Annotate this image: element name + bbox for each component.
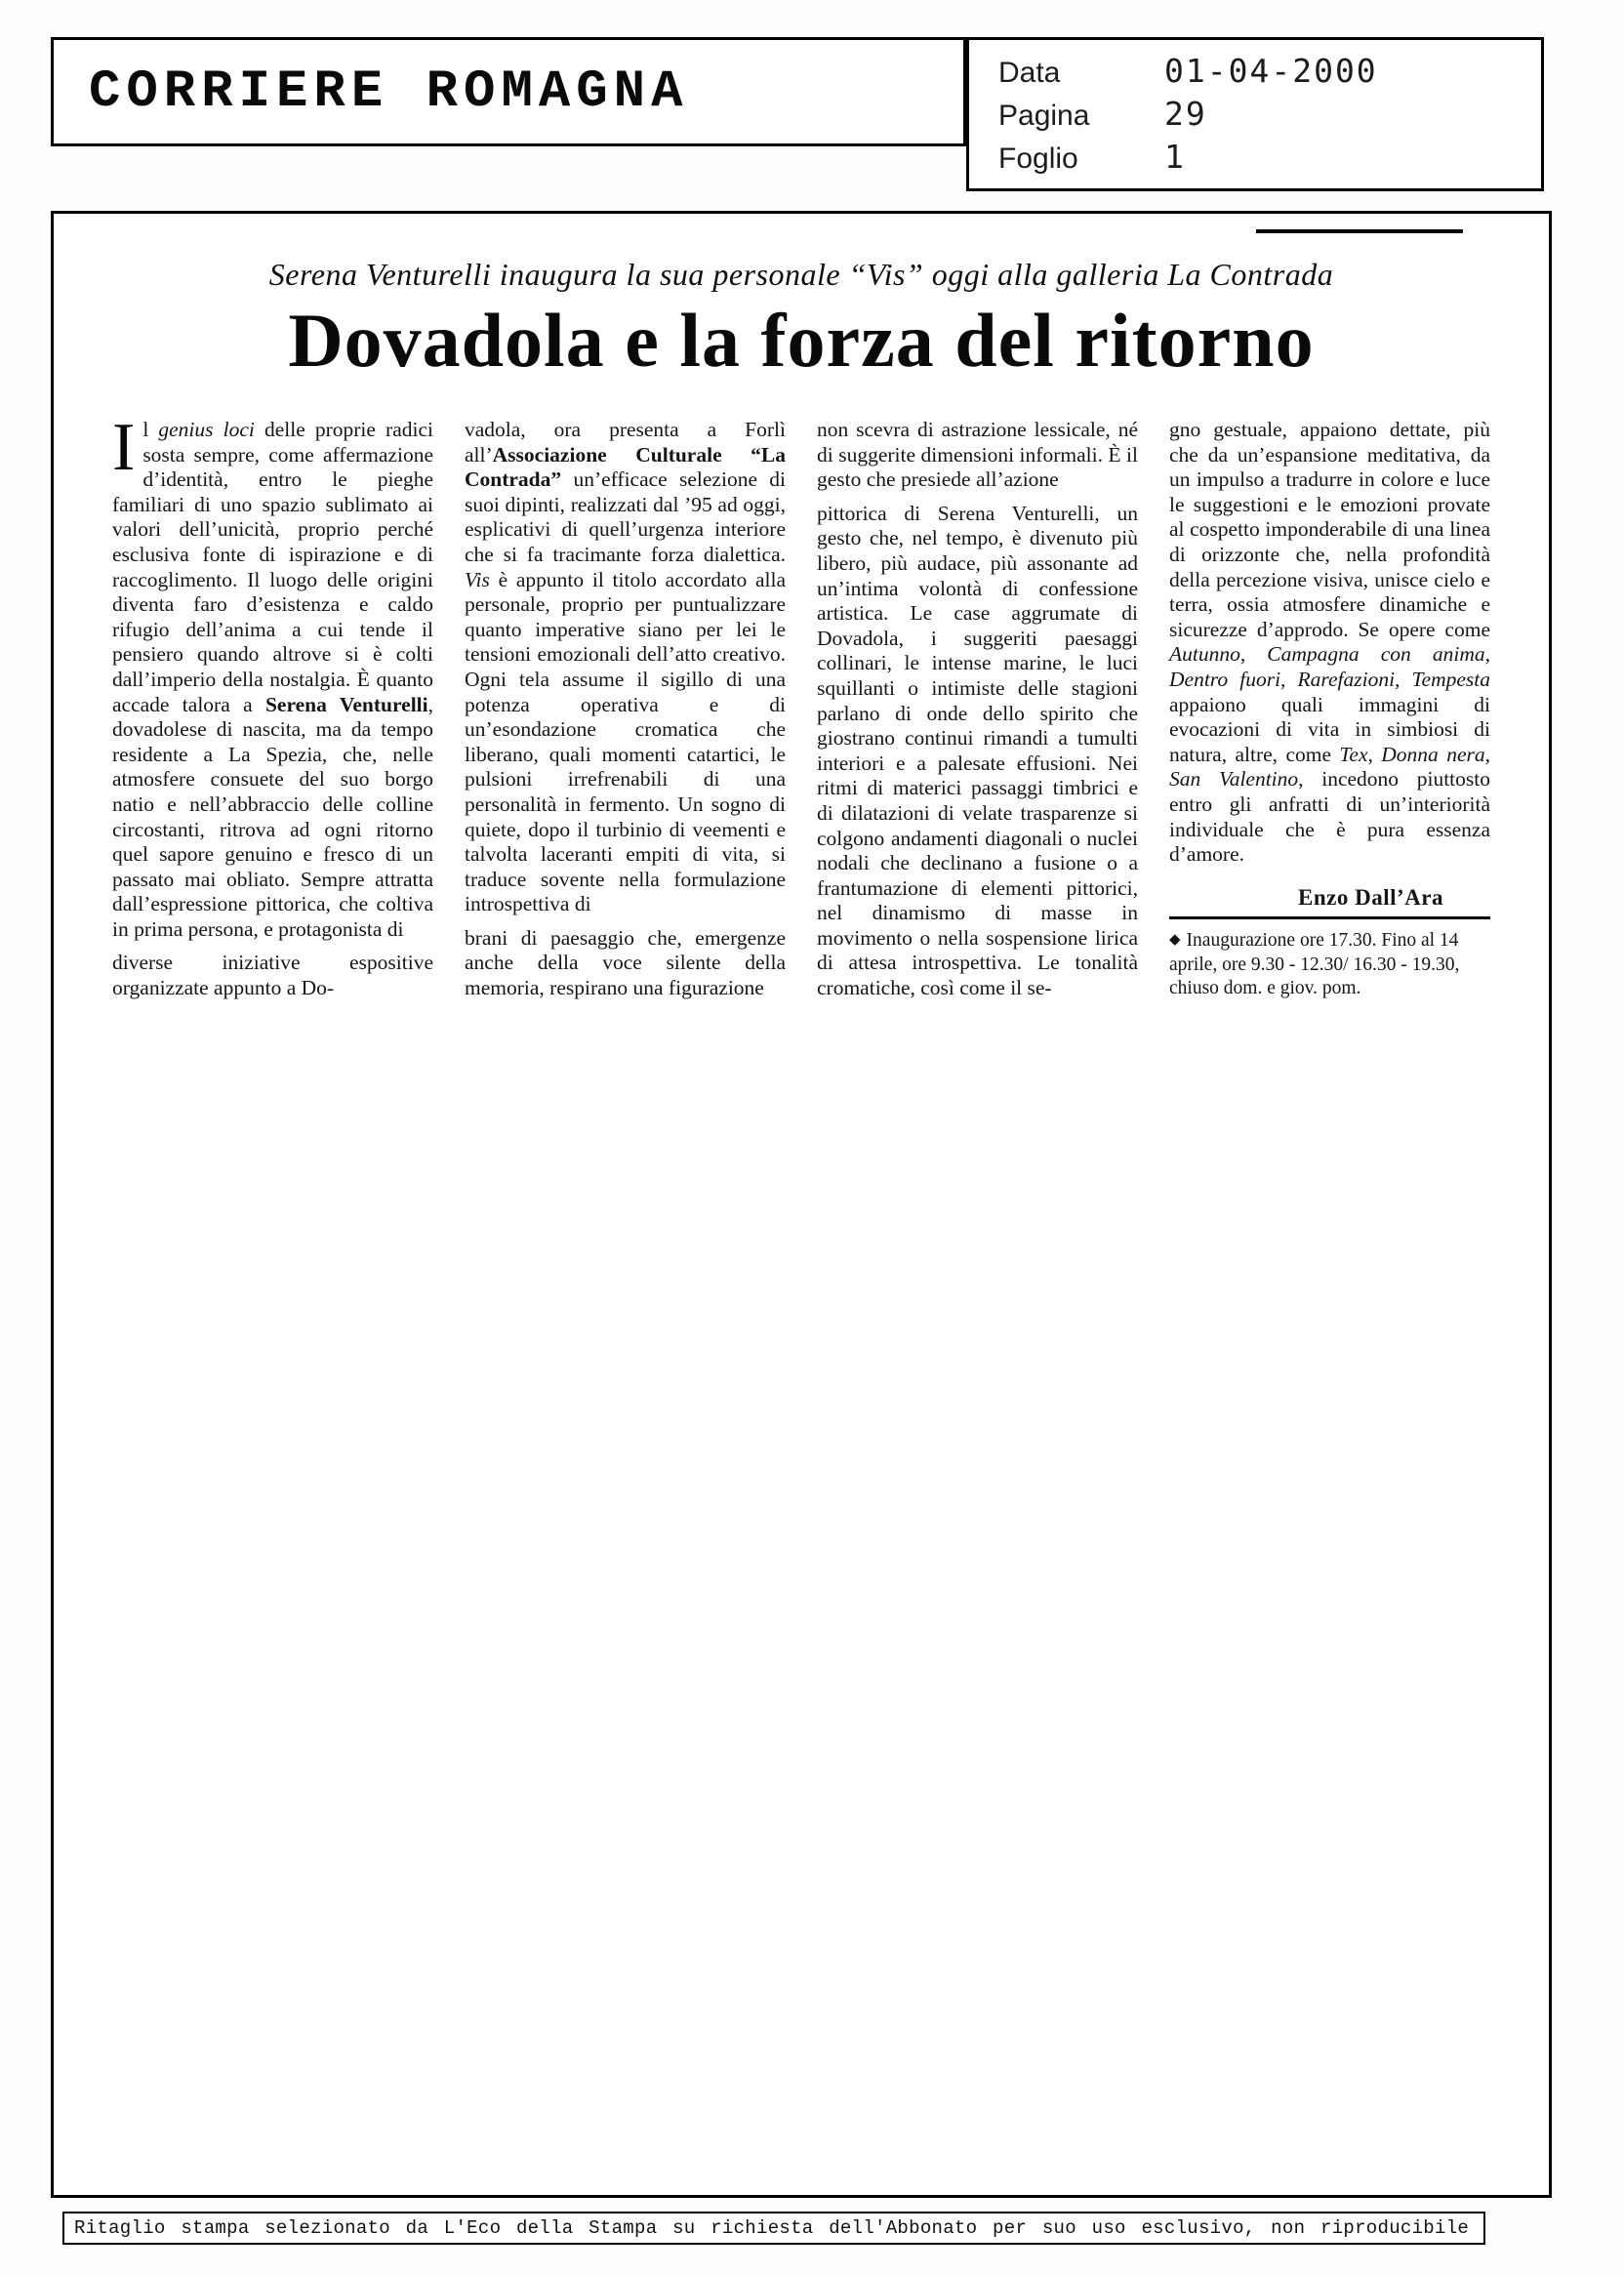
drop-cap: I [112, 410, 136, 485]
paragraph: gno gestuale, appaiono dettate, più che da un’espansione meditativa, da un impulso a tradurre in colore e luce le suggestioni e le emozioni provate al cospetto imponderabile di una linea di orizzonte che, nella profondità della percezione visiva, unisce cielo e terra, ossia atmosfere dinamiche e sicurezze d’approdo. Se opere come Autunno, Campagna con anima, Dentro fuori, Rarefazioni, Tempesta appaiono quali immagini di evocazioni di vita in simbiosi di natura, altre, come Tex, Donna nera, San Valentino, incedono piuttosto entro gli anfratti di un’interiorità individuale che è pura essenza d’amore. [1169, 418, 1490, 867]
paragraph-text: l genius loci delle proprie radici sosta sempre, come affermazione d’identità, entro le pieghe familiari di uno spazio sublimato ai valori dell’unicità, proprio perché esclusiva fonte di ispirazione e di raccoglimento. Il luogo delle origini diventa faro d’esistenza e caldo rifugio dell’anima a cui tende il pensiero quando altrove si è colti dall’imperio della nostalgia. È quanto accade talora a Serena Venturelli, dovadolese di nascita, ma da tempo residente a La Spezia, che, nelle atmosfere consuete del suo borgo natio e nell’abbraccio delle colline circostanti, ritrova ad ogni ritorno quel sapore genuino e fresco di un passato mai obliato. Sempre attratta dall’espressione pittorica, che coltiva in prima persona, e protagonista di [112, 418, 433, 941]
pagina-label: Pagina [998, 100, 1090, 132]
masthead-box [51, 37, 966, 146]
data-value: 01-04-2000 [1164, 52, 1378, 90]
paragraph: pittorica di Serena Venturelli, un gesto che, nel tempo, è divenuto più libero, più audace, più assonante ad un’intima volontà di confessione artistica. Le case aggrumate di Dovadola, i suggeriti paesaggi collinari, le intense marine, le luci squillanti o intimiste delle stagioni parlano di onde dello spirito che giostrano continui rimandi a tumulti interiori e a palesate effusioni. Nei ritmi di materici passaggi timbrici e di dilatazioni di velate trasparenze si colgono andamenti diagonali o nuclei nodali che declinano a fusione o a frantumazione di elementi pittorici, nel dinamismo di masse in movimento o nella sospensione lirica di attesa introspettiva. Le tonalità cromatiche, così come il se- [817, 501, 1138, 1000]
article-column-1 [112, 410, 433, 1001]
event-note-text: Inaugurazione ore 17.30. Fino al 14 aprile, ore 9.30 - 12.30/ 16.30 - 19.30, chiuso dom. e giov. pom. [1169, 930, 1460, 999]
diamond-bullet-icon: ◆ [1169, 932, 1181, 949]
paragraph: brani di paesaggio che, emergenze anche della voce silente della memoria, respirano una figurazione [465, 925, 786, 1000]
article-column-3 [817, 418, 1138, 1001]
foglio-value: 1 [1164, 138, 1186, 176]
data-label: Data [998, 57, 1061, 89]
meta-row-foglio [998, 138, 1541, 181]
pagina-value: 29 [1164, 95, 1207, 133]
newspaper-name: CORRIERE ROMAGNA [89, 61, 689, 122]
article-kicker: Serena Venturelli inaugura la sua personale “Vis” oggi alla galleria La Contrada [268, 257, 1334, 292]
footer-disclaimer-box [62, 2212, 1485, 2245]
paragraph: non scevra di astrazione lessicale, né di suggerite dimensioni informali. È il gesto che presiede all’azione [817, 418, 1138, 492]
article-headline: Dovadola e la forza del ritorno [288, 298, 1315, 383]
paragraph: diverse iniziative espositive organizzate appunto a Do- [112, 951, 433, 1000]
foglio-label: Foglio [998, 142, 1078, 175]
article-columns [54, 410, 1549, 1001]
byline-block [1169, 885, 1490, 920]
article-column-2 [465, 418, 786, 1001]
article-column-4 [1169, 418, 1490, 1001]
paragraph [112, 410, 433, 942]
meta-row-data [998, 52, 1541, 95]
clipping-meta-box [966, 37, 1544, 191]
article-box [51, 211, 1552, 2198]
author-byline: Enzo Dall’Ara [1298, 884, 1443, 910]
event-note [1169, 929, 1490, 1000]
meta-row-pagina [998, 95, 1541, 138]
decorative-rule [1256, 229, 1463, 233]
footer-disclaimer-text: Ritaglio stampa selezionato da L'Eco della Stampa su richiesta dell'Abbonato per suo uso esclusivo, non riproducibile [74, 2217, 1470, 2239]
paragraph: vadola, ora presenta a Forlì all’Associazione Culturale “La Contrada” un’efficace selezione di suoi dipinti, realizzati dal ’95 ad oggi, esplicativi di quell’urgenza interiore che si fa tracimante forza dialettica. Vis è appunto il titolo accordato alla personale, proprio per puntualizzare quanto imperative siano per lei le tensioni emozionali dell’atto creativo. Ogni tela assume il sigillo di una potenza operativa e di un’esondazione cromatica che liberano, quali momenti catartici, le pulsioni irrefrenabili di una personalità in fermento. Un sogno di quiete, dopo il turbinio di veementi e talvolta laceranti empiti di vita, si traduce sovente nella formulazione introspettiva di [465, 418, 786, 916]
